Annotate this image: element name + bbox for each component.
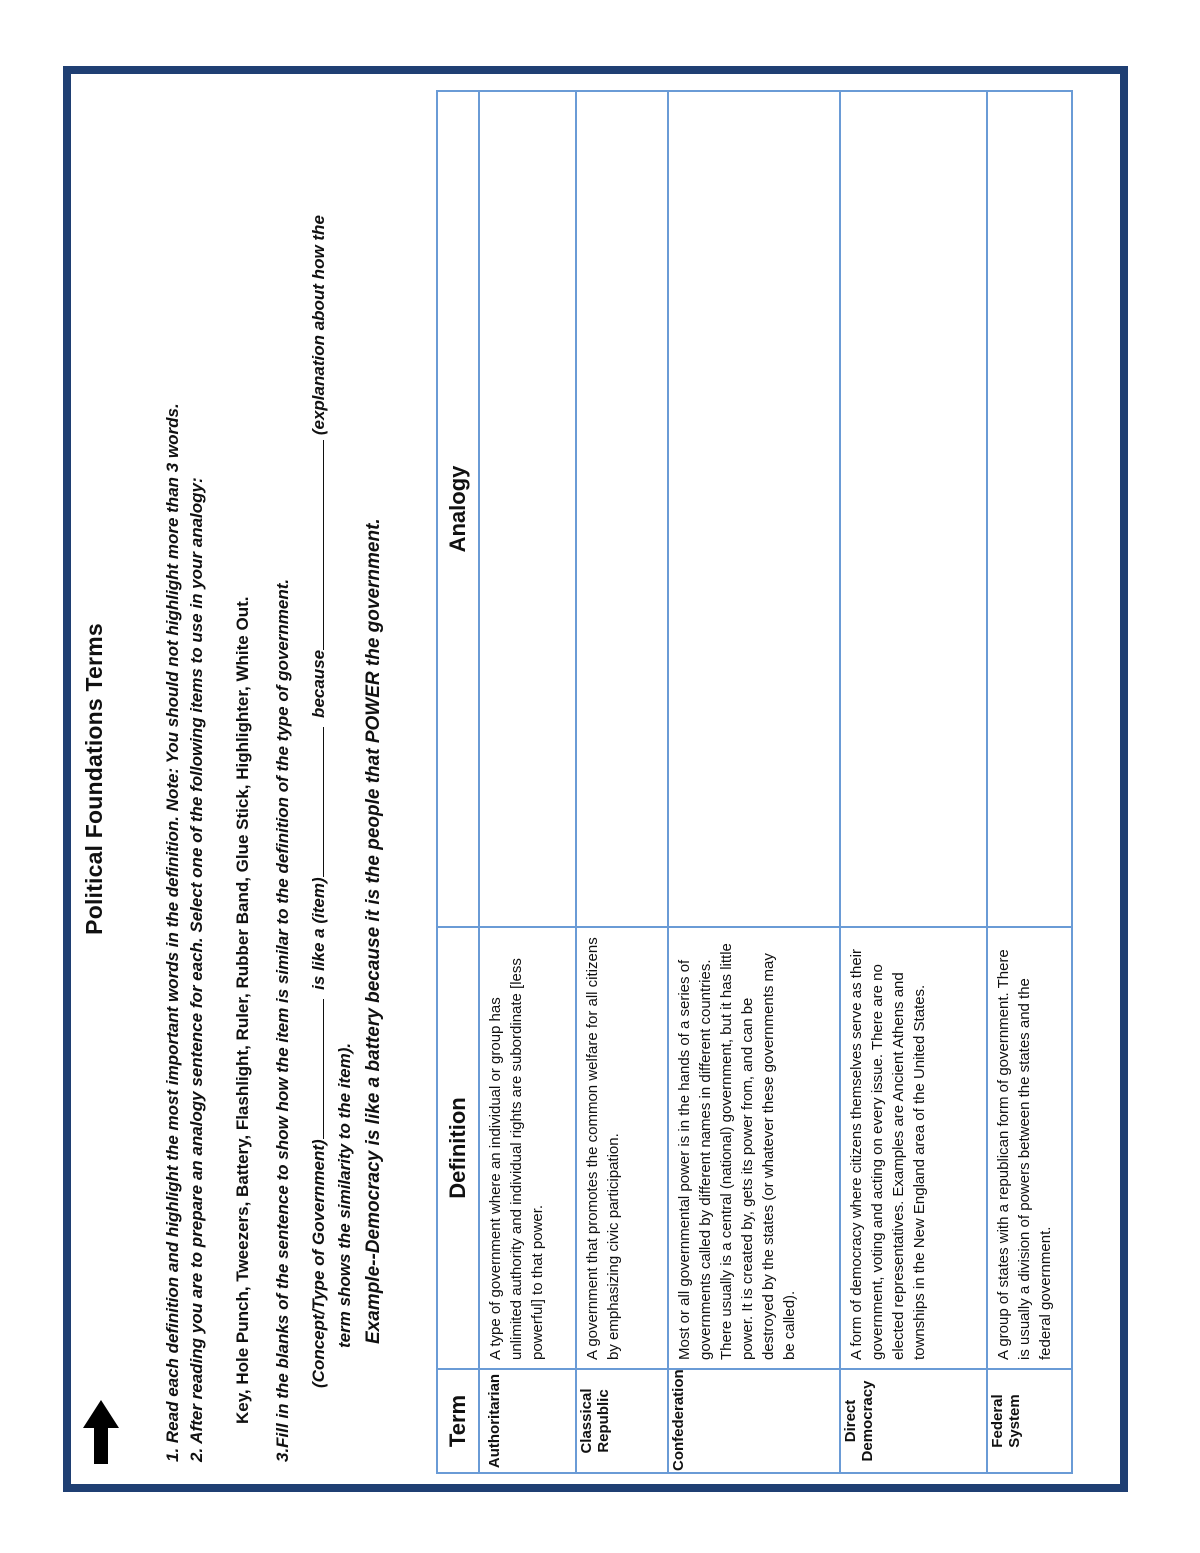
- term-cell: Federal System: [987, 1369, 1072, 1473]
- definition-cell: Most or all governmental power is in the hands of a series of governments called by different names in different countries. There usually is a central (national) government, but it has little power. It is created by, gets its power from, and can be destroyed by the states (or whatever these governments may be called).: [668, 927, 840, 1369]
- term-cell: Confederation: [668, 1369, 840, 1473]
- term-cell: Direct Democracy: [840, 1369, 987, 1473]
- table-row: [668, 91, 840, 1473]
- definition-cell: A group of states with a republican form of government. There is usually a division of powers between the states and the federal government.: [987, 927, 1072, 1369]
- header-definition: Definition: [437, 927, 479, 1369]
- definition-cell: A form of democracy where citizens themselves serve as their government, voting and acting on every issue. There are no elected representatives. Examples are Ancient Athens and townships in the New England area of the United States.: [840, 927, 987, 1369]
- instruction-step-1: 1. Read each definition and highlight the most important words in the definition. Note: You should not highlight more than 3 words.: [163, 403, 182, 1462]
- table-header-row: [437, 91, 479, 1473]
- definition-cell: A government that promotes the common welfare for all citizens by emphasizing civic participation.: [576, 927, 668, 1369]
- formula-explanation: (explanation about how the: [309, 215, 328, 436]
- header-analogy: Analogy: [437, 91, 479, 927]
- analogy-formula: [306, 108, 358, 1388]
- table-row: [479, 91, 576, 1473]
- analogy-cell[interactable]: [479, 91, 576, 927]
- formula-blank-2: [307, 727, 324, 877]
- formula-because: because: [309, 649, 328, 718]
- table-row: [840, 91, 987, 1473]
- instruction-step-3: 3.Fill in the blanks of the sentence to show how the item is similar to the definition of the type of government.: [273, 578, 292, 1462]
- formula-item: is like a (item): [309, 877, 328, 990]
- formula-concept: (Concept/Type of Government): [309, 1139, 328, 1388]
- formula-continuation: term shows the similarity to the item).: [335, 1042, 354, 1348]
- table-row: [987, 91, 1072, 1473]
- header-term: Term: [437, 1369, 479, 1473]
- analogy-cell[interactable]: [668, 91, 840, 927]
- analogy-example: Example--Democracy is like a battery because it is the people that POWER the government.: [363, 518, 384, 1344]
- terms-table: [436, 90, 1073, 1474]
- analogy-cell[interactable]: [840, 91, 987, 927]
- table-row: [576, 91, 668, 1473]
- formula-blank-3: [307, 440, 324, 650]
- definition-cell: A type of government where an individual or group has unlimited authority and individual rights are subordinate [less powerful] to that power.: [479, 927, 576, 1369]
- page-title: Political Foundations Terms: [81, 623, 107, 935]
- analogy-items-list: Key, Hole Punch, Tweezers, Battery, Flashlight, Ruler, Rubber Band, Glue Stick, Highlighter, White Out.: [233, 596, 252, 1424]
- instruction-step-2: 2. After reading you are to prepare an analogy sentence for each. Select one of the following items to use in your analogy:: [187, 477, 206, 1462]
- analogy-cell[interactable]: [576, 91, 668, 927]
- term-cell: Classical Republic: [576, 1369, 668, 1473]
- rotated-document: [71, 74, 1120, 1484]
- formula-blank-1: [307, 999, 324, 1139]
- instructions-block: [161, 92, 209, 1462]
- term-cell: Authoritarian: [479, 1369, 576, 1473]
- analogy-cell[interactable]: [987, 91, 1072, 927]
